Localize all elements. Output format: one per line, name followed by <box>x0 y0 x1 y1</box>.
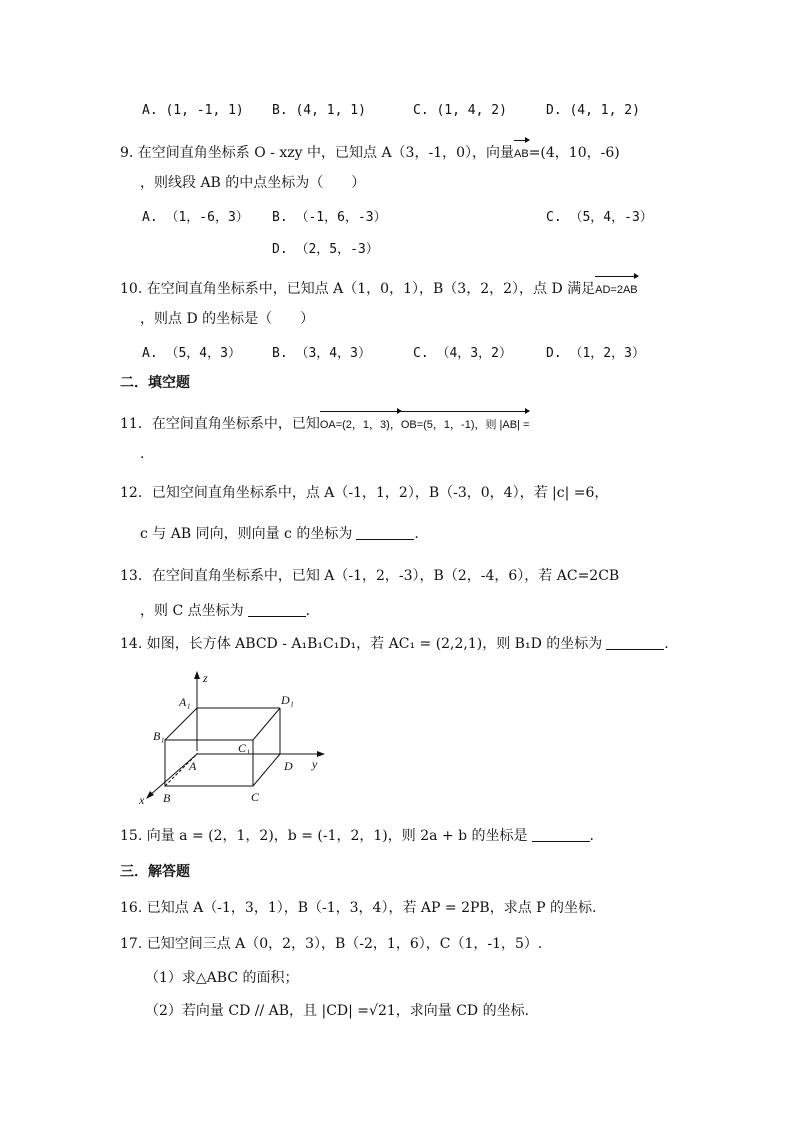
q11-line1: 11．在空间直角坐标系中，已知 <box>120 416 320 432</box>
q11-line2: . <box>140 446 145 462</box>
label-d1: D₁ <box>281 693 294 707</box>
q9-stem <box>120 138 620 164</box>
q9-option-a: A. （1，-6，3） <box>142 210 249 225</box>
q11-stem <box>120 409 529 435</box>
q9-vector-ab: AB <box>514 138 529 164</box>
y-axis-arrow <box>317 751 325 757</box>
q8-option-c: C. (1, 4, 2) <box>413 103 507 118</box>
q9-line2: ，则线段 AB 的中点坐标为（ ） <box>140 175 366 191</box>
q10-stem <box>120 274 638 300</box>
label-b: B <box>163 791 171 805</box>
q15-text: 15. 向量 a = (2，1，2)，b = (-1，2，1)，则 2a + b 的坐标是 <box>120 828 528 844</box>
q14-answer-blank[interactable] <box>606 635 664 650</box>
q8-option-b: B. (4, 1, 1) <box>272 103 366 118</box>
q10-line2: ，则点 D 的坐标是（ ） <box>140 311 315 327</box>
q10-condition: AD=2AB <box>595 274 638 300</box>
q9-option-c: C. （5，4，-3） <box>546 210 653 225</box>
label-c: C <box>251 790 260 804</box>
q17-part1: （1）求△ABC 的面积； <box>145 970 299 986</box>
cuboid-figure <box>135 668 335 808</box>
q10-line1: 10. 在空间直角坐标系中，已知点 A（1，0，1），B（3，2，2），点 D 满足 <box>120 281 596 297</box>
label-d: D <box>284 759 293 773</box>
q10-option-d: D. （1，2，3） <box>546 346 645 361</box>
label-y: y <box>312 757 318 771</box>
q9-option-b: B. （-1，6，-3） <box>272 210 387 225</box>
q13-line2-wrap: ，则 C 点坐标为 . <box>140 603 311 619</box>
q12-line2-wrap: c 与 AB 同向，则向量 c 的坐标为 . <box>140 526 419 542</box>
q13-answer-blank[interactable] <box>248 602 306 617</box>
label-c1: C₁ <box>238 741 251 755</box>
edge-b1-a1 <box>165 708 197 740</box>
q15-answer-blank[interactable] <box>532 827 590 842</box>
q10-option-a: A. （5，4，3） <box>142 346 241 361</box>
q11-ob: OB=(5，1，-1)，则 |AB| = <box>401 409 530 435</box>
q10-option-c: C. （4，3，2） <box>413 346 512 361</box>
section-fill-in-heading: 二．填空题 <box>120 375 190 391</box>
q17-line1: 17. 已知空间三点 A（0，2，3），B（-2，1，6），C（1，-1，5）. <box>120 936 543 952</box>
label-b1: B₁ <box>153 729 165 743</box>
label-a1: A₁ <box>179 695 191 709</box>
edge-c-d <box>253 754 280 786</box>
label-a: A <box>189 759 197 773</box>
z-axis-arrow <box>194 671 200 679</box>
q12-line1: 12．已知空间直角坐标系中，点 A（-1，1，2），B（-3，0，4），若 |c| =6， <box>120 485 609 501</box>
q12-line2: c 与 AB 同向，则向量 c 的坐标为 <box>140 526 353 542</box>
label-x: x <box>139 793 145 807</box>
q14-line1-wrap: 14. 如图，长方体 ABCD - A₁B₁C₁D₁，若 AC₁ = (2,2,1)，则 B₁D 的坐标为 . <box>120 636 669 652</box>
label-z: z <box>203 671 208 685</box>
q10-option-b: B. （3，4，3） <box>272 346 371 361</box>
q17-part2: （2）若向量 CD // AB，且 |CD| =√21，求向量 CD 的坐标. <box>145 1003 530 1019</box>
edge-c1-d1 <box>253 708 280 740</box>
q8-option-d: D. (4, 1, 2) <box>546 103 640 118</box>
q13-line2: ，则 C 点坐标为 <box>140 603 244 619</box>
q11-oa: OA=(2，1，3)， <box>320 409 401 435</box>
q12-answer-blank[interactable] <box>356 525 414 540</box>
q15-wrap: 15. 向量 a = (2，1，2)，b = (-1，2，1)，则 2a + b 的坐标是 . <box>120 828 594 844</box>
q14-line1: 14. 如图，长方体 ABCD - A₁B₁C₁D₁，若 AC₁ = (2,2,1)，则 B₁D 的坐标为 <box>120 636 603 652</box>
section-solution-heading: 三．解答题 <box>120 864 190 880</box>
q16-text: 16. 已知点 A（-1，3，1），B（-1，3，4），若 AP = 2PB，求点 P 的坐标. <box>120 900 597 916</box>
q8-option-a: A. (1, -1, 1) <box>142 103 244 118</box>
q9-line1: 9. 在空间直角坐标系 O - xzy 中，已知点 A（3，-1，0），向量 <box>120 145 515 161</box>
q13-line1: 13．在空间直角坐标系中，已知 A（-1，2，-3），B（2，-4，6），若 AC=2CB <box>120 568 620 584</box>
q9-vector-value: =(4，10，-6) <box>528 145 620 161</box>
q9-option-d: D. （2，5，-3） <box>272 242 379 257</box>
